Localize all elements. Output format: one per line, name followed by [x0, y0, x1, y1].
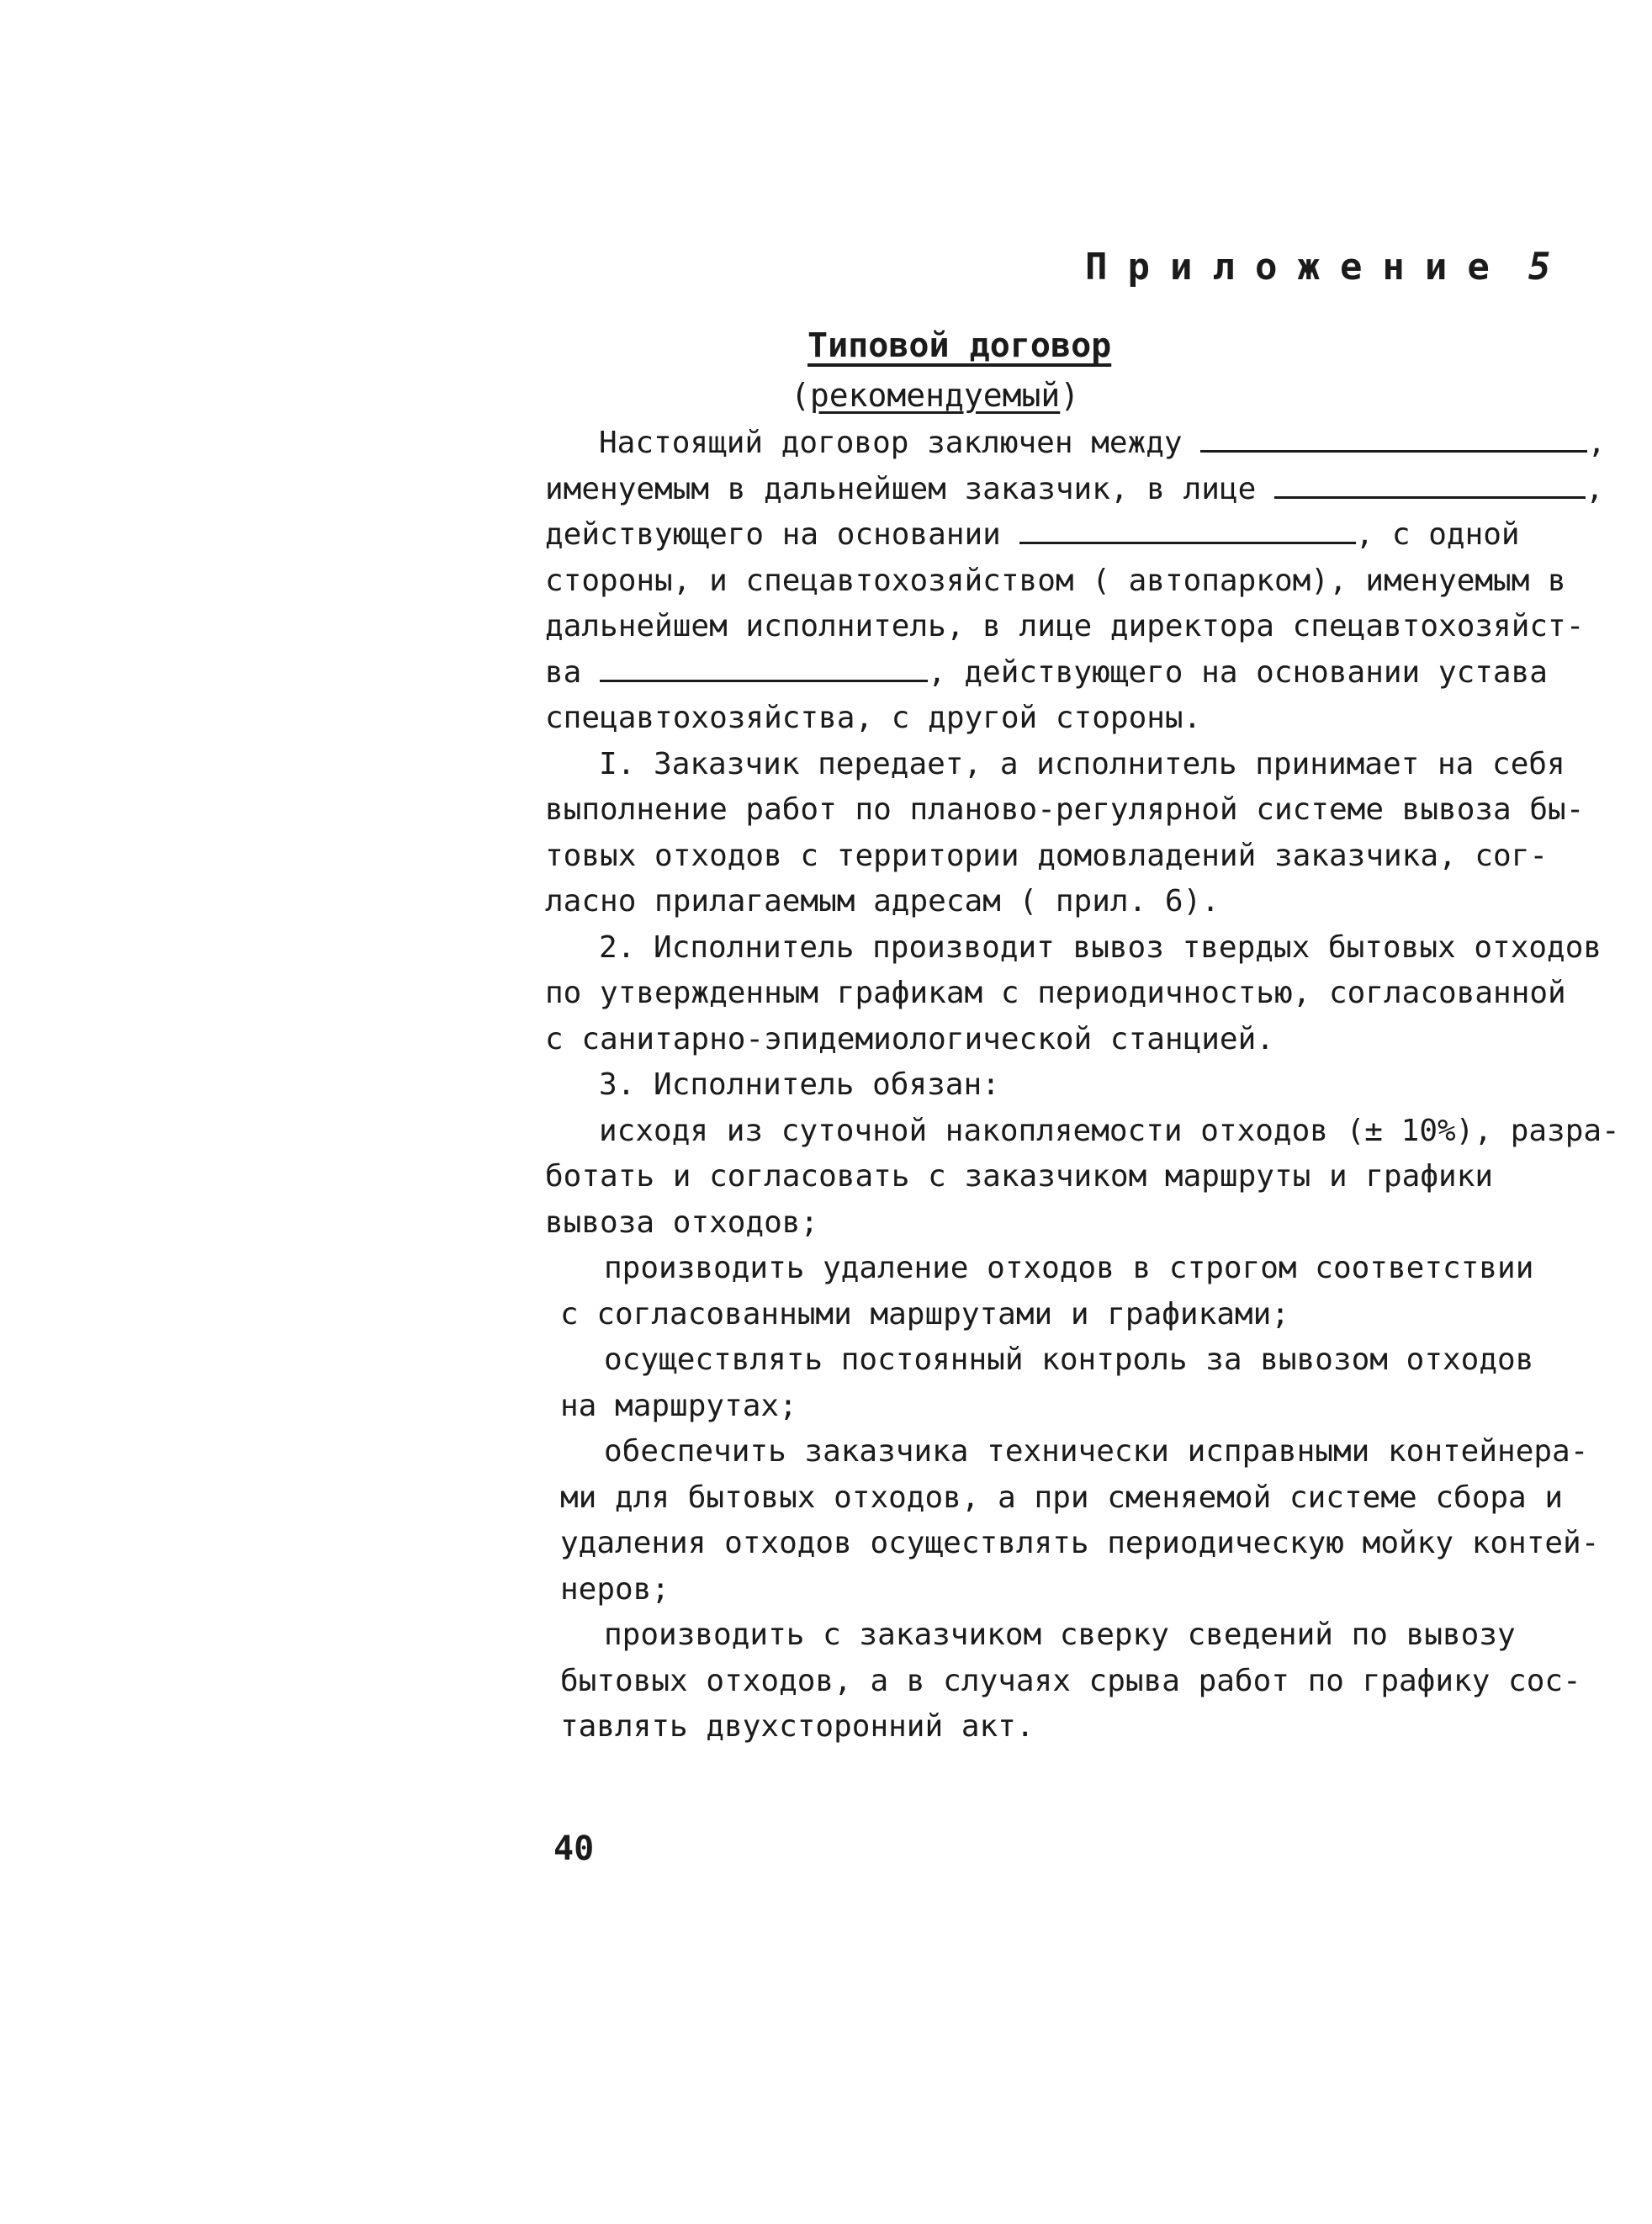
fill-in-blank-director: [600, 654, 928, 682]
appendix-heading: [1085, 246, 1550, 289]
body-line: [545, 512, 1554, 559]
appendix-label: Приложение: [1085, 246, 1510, 289]
body-line: бытовых отходов, а в случаях срыва работ по графику сос-: [560, 1663, 1581, 1698]
document-subtitle: [791, 377, 1079, 414]
line-after: ,: [1587, 426, 1606, 460]
fill-in-blank-basis: [1019, 516, 1356, 544]
body-line: стороны, и спецавтохозяйством ( автопарком), именуемым в: [545, 563, 1566, 598]
body-line: неров;: [560, 1571, 670, 1607]
body-line: спецавтохозяйства, с другой стороны.: [545, 701, 1202, 735]
line-after: ,: [1585, 471, 1604, 506]
body-line: 3. Исполнитель обязан:: [599, 1067, 1000, 1102]
body-line: производить удаление отходов в строгом соответствии: [604, 1251, 1534, 1285]
line-text: Настоящий договор заключен между: [599, 426, 1201, 460]
body-line: с согласованными маршрутами и графиками;: [560, 1296, 1289, 1332]
body-line: с санитарно-эпидемиологической станцией.: [545, 1021, 1274, 1056]
subtitle-text: рекомендуемый: [809, 377, 1061, 414]
body-line: товых отходов с территории домовладений заказчика, сог-: [545, 838, 1549, 873]
body-line: [545, 650, 1554, 696]
body-line: выполнение работ по планово-регулярной системе вывоза бы-: [545, 792, 1585, 827]
body-line: осуществлять постоянный контроль за вывозом отходов: [604, 1342, 1534, 1377]
body-line: [545, 467, 1604, 513]
body-line: тавлять двухсторонний акт.: [560, 1709, 1035, 1744]
body-line: на маршрутах;: [560, 1388, 797, 1423]
body-line: дальнейшем исполнитель, в лице директора спецавтохозяйст-: [545, 609, 1585, 643]
body-line: ласно прилагаемым адресам ( прил. 6).: [545, 884, 1220, 919]
body-line: удаления отходов осуществлять периодическую мойку контей-: [560, 1526, 1600, 1560]
appendix-number: 5: [1528, 246, 1551, 289]
document-title: Типовой договор: [807, 326, 1112, 365]
body-line: обеспечить заказчика технически исправными контейнера-: [604, 1434, 1589, 1469]
body-line: производить с заказчиком сверку сведений по вывозу: [604, 1618, 1516, 1652]
body-line: I. Заказчик передает, а исполнитель принимает на себя: [599, 746, 1565, 781]
subtitle-open-paren: (: [791, 377, 810, 414]
body-line: исходя из суточной накопляемости отходов (± 10%), разра-: [599, 1113, 1620, 1148]
body-line: 2. Исполнитель производит вывоз твердых бытовых отходов: [599, 929, 1602, 965]
body-line: ми для бытовых отходов, а при сменяемой системе сбора и: [560, 1480, 1564, 1515]
fill-in-blank-representative: [1274, 471, 1586, 499]
body-line: вывоза отходов;: [545, 1205, 819, 1240]
fill-in-blank-parties: [1200, 425, 1587, 453]
contract-body: [545, 421, 1620, 1750]
line-text: ва: [545, 654, 601, 690]
page-number: 40: [553, 1830, 595, 1868]
subtitle-close-paren: ): [1060, 377, 1080, 414]
body-line: по утвержденным графикам с периодичностью, согласованной: [545, 976, 1566, 1010]
body-line: [545, 421, 1606, 467]
line-text: действующего на основании: [545, 517, 1019, 552]
line-text: именуемым в дальнейшем заказчик, в лице: [545, 471, 1274, 506]
line-after: , действующего на основании устава: [928, 654, 1548, 690]
line-after: , с одной: [1355, 517, 1520, 552]
body-line: ботать и согласовать с заказчиком маршруты и графики: [545, 1159, 1494, 1194]
